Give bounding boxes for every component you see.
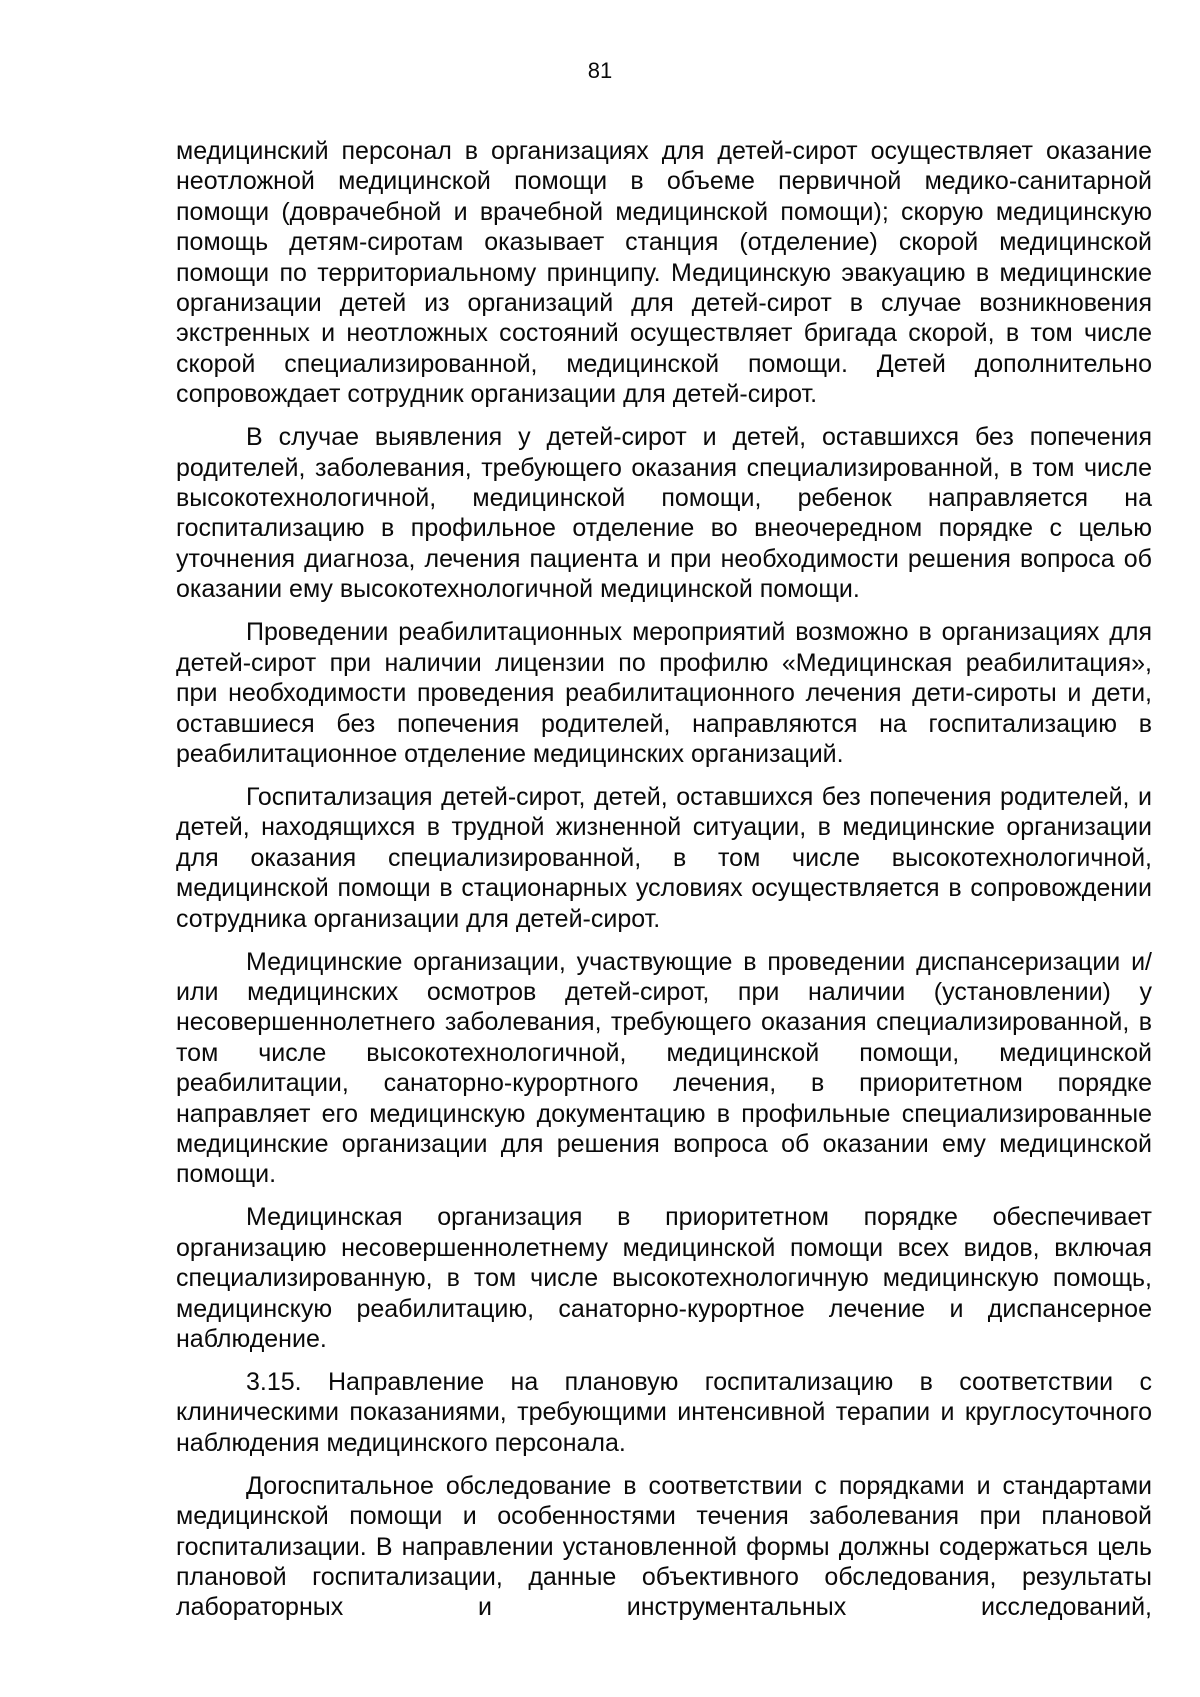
paragraph-pre-hospital-examination: Догоспитальное обследование в соответствии с порядками и стандартами медицинской помощи и особенностями течения заболевания при плановой госпитализации. В направлении установленной формы должны содержаться цель плановой госпитализации, данные объективного обследования, результаты лабораторных и инструментальных исследований, (176, 1471, 1152, 1622)
paragraph-priority-care: Медицинская организация в приоритетном порядке обеспечивает организацию несовершеннолетнему медицинской помощи всех видов, включая специализированную, в том числе высокотехнологичную медицинскую помощь, медицинскую реабилитацию, санаторно-курортное лечение и диспансерное наблюдение. (176, 1203, 1152, 1353)
paragraph-emergency-care: медицинский персонал в организациях для детей-сирот осуществляет оказание неотложной медицинской помощи в объеме первичной медико-санитарной помощи (доврачебной и врачебной медицинской помощи); скорую медицинскую помощь детям-сиротам оказывает станция (отделение) скорой медицинской помощи по территориальному принципу. Медицинскую эвакуацию в медицинские организации детей из организаций для детей-сирот в случае возникновения экстренных и неотложных состояний осуществляет бригада скорой, в том числе скорой специализированной, медицинской помощи. Детей дополнительно сопровождает сотрудник организации для детей-сирот. (176, 137, 1152, 409)
paragraph-dispensarization: Медицинские организации, участвующие в проведении диспансеризации и/или медицинских осмотров детей-сирот, при наличии (установлении) у несовершеннолетнего заболевания, требующего оказания специализированной, в том числе высокотехнологичной, медицинской помощи, медицинской реабилитации, санаторно-курортного лечения, в приоритетном порядке направляет его медицинскую документацию в профильные специализированные медицинские организации для решения вопроса об оказании ему медицинской помощи. (176, 947, 1152, 1189)
page-number: 81 (587, 58, 613, 83)
paragraph-section-3-15: 3.15. Направление на плановую госпитализацию в соответствии с клиническими показаниями, требующими интенсивной терапии и круглосуточного наблюдения медицинского персонала. (176, 1368, 1152, 1457)
paragraph-specialized-care: В случае выявления у детей-сирот и детей, оставшихся без попечения родителей, заболевания, требующего оказания специализированной, в том числе высокотехнологичной, медицинской помощи, ребенок направляется на госпитализацию в профильное отделение во внеочередном порядке с целью уточнения диагноза, лечения пациента и при необходимости решения вопроса об оказании ему высокотехнологичной медицинской помощи. (176, 423, 1152, 604)
paragraph-hospitalization-escort: Госпитализация детей-сирот, детей, оставшихся без попечения родителей, и детей, находящихся в трудной жизненной ситуации, в медицинские организации для оказания специализированной, в том числе высокотехнологичной, медицинской помощи в стационарных условиях осуществляется в сопровождении сотрудника организации для детей-сирот. (176, 782, 1152, 933)
document-body (176, 136, 1152, 1623)
paragraph-rehabilitation: Проведении реабилитационных мероприятий возможно в организациях для детей-сирот при наличии лицензии по профилю «Медицинская реабилитация», при необходимости проведения реабилитационного лечения дети-сироты и дети, оставшиеся без попечения родителей, направляются на госпитализацию в реабилитационное отделение медицинских организаций. (176, 618, 1152, 768)
